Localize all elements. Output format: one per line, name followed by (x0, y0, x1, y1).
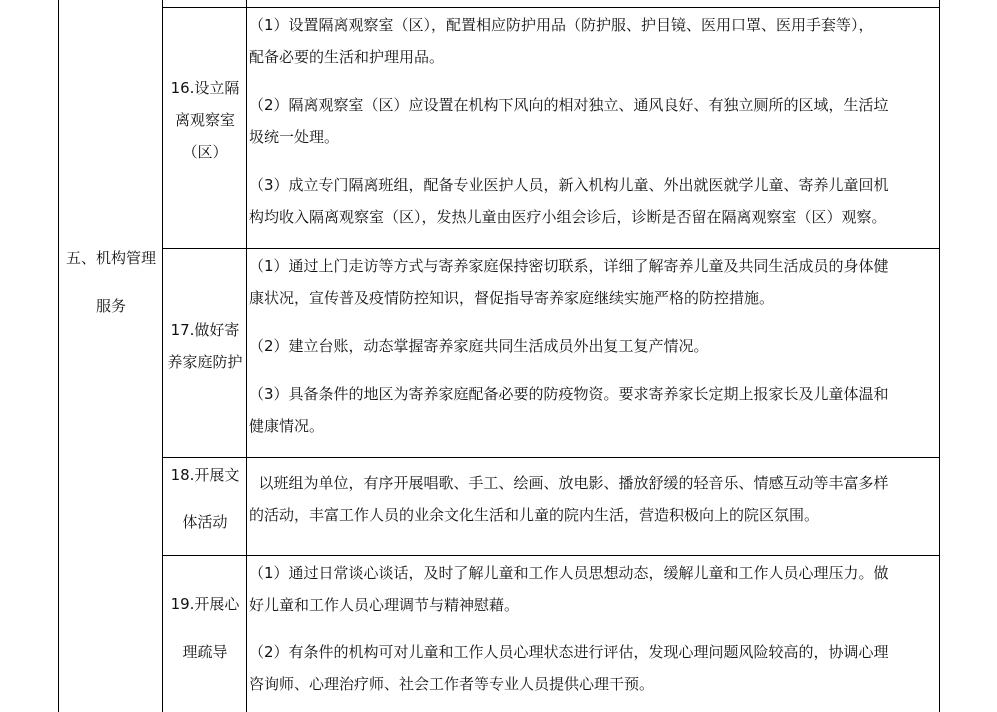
section-title-line2: 服务 (95, 297, 126, 315)
text-line: （1）通过日常谈心谈话，及时了解儿童和工作人员思想动态，缓解儿童和工作人员心理压力。做 (249, 564, 889, 582)
item-label: 19.开展心 (170, 595, 240, 613)
item-label: （区） (182, 143, 228, 161)
item-label: 16.设立隔 (170, 79, 240, 97)
text-line: 构均收入隔离观察室（区），发热儿童由医疗小组会诊后，诊断是否留在隔离观察室（区）观察。 (249, 208, 887, 226)
text-line: （1）设置隔离观察室（区），配置相应防护用品（防护服、护目镜、医用口罩、医用手套等）， (249, 16, 874, 34)
item-label: 18.开展文 (170, 466, 240, 484)
text-line: （2）建立台账，动态掌握寄养家庭共同生活成员外出复工复产情况。 (249, 337, 709, 355)
paragraph (249, 636, 937, 700)
table-border-left (58, 0, 59, 712)
item-label: 养家庭防护 (167, 353, 243, 371)
text-line: 的活动，丰富工作人员的业余文化生活和儿童的院内生活，营造积极向上的院区氛围。 (249, 506, 820, 524)
row-border-top (162, 7, 940, 8)
section-title-line1: 五、机构管理 (65, 249, 156, 267)
row-divider (162, 248, 940, 249)
item-label: 17.做好寄 (170, 321, 240, 339)
text-line: （3）具备条件的地区为寄养家庭配备必要的防疫物资。要求寄养家长定期上报家长及儿童体温和 (249, 385, 889, 403)
text-line: 健康情况。 (249, 417, 325, 435)
text-line: 康状况，宣传普及疫情防控知识，督促指导寄养家庭继续实施严格的防控措施。 (249, 289, 775, 307)
paragraph (249, 557, 937, 621)
paragraph (249, 330, 937, 362)
row-divider (162, 457, 940, 458)
paragraph (249, 9, 937, 73)
item-label: 体活动 (182, 513, 228, 531)
text-line: （2）隔离观察室（区）应设置在机构下风向的相对独立、通风良好、有独立厕所的区域，生活垃 (249, 96, 889, 114)
text-line: 圾统一处理。 (249, 128, 340, 146)
paragraph (249, 378, 937, 442)
paragraph (249, 467, 937, 531)
text-line: （3）成立专门隔离班组，配备专业医护人员，新入机构儿童、外出就医就学儿童、寄养儿童回机 (249, 176, 889, 194)
table-divider-item (246, 0, 247, 712)
table-divider-section (162, 0, 163, 712)
paragraph (249, 250, 937, 314)
item-label: 理疏导 (182, 643, 228, 661)
paragraph (249, 89, 937, 153)
row-divider (162, 555, 940, 556)
text-line: 配备必要的生活和护理用品。 (249, 48, 445, 66)
text-line: 好儿童和工作人员心理调节与精神慰藉。 (249, 596, 520, 614)
item-label: 离观察室 (174, 111, 235, 129)
paragraph (249, 169, 937, 233)
text-line: （1）通过上门走访等方式与寄养家庭保持密切联系，详细了解寄养儿童及共同生活成员的身体健 (249, 257, 889, 275)
text-line: 以班组为单位，有序开展唱歌、手工、绘画、放电影、播放舒缓的轻音乐、情感互动等丰富多样 (249, 474, 889, 492)
text-line: （2）有条件的机构可对儿童和工作人员心理状态进行评估，发现心理问题风险较高的，协调心理 (249, 643, 889, 661)
text-line: 咨询师、心理治疗师、社会工作者等专业人员提供心理干预。 (249, 675, 655, 693)
table-border-right (939, 0, 940, 712)
